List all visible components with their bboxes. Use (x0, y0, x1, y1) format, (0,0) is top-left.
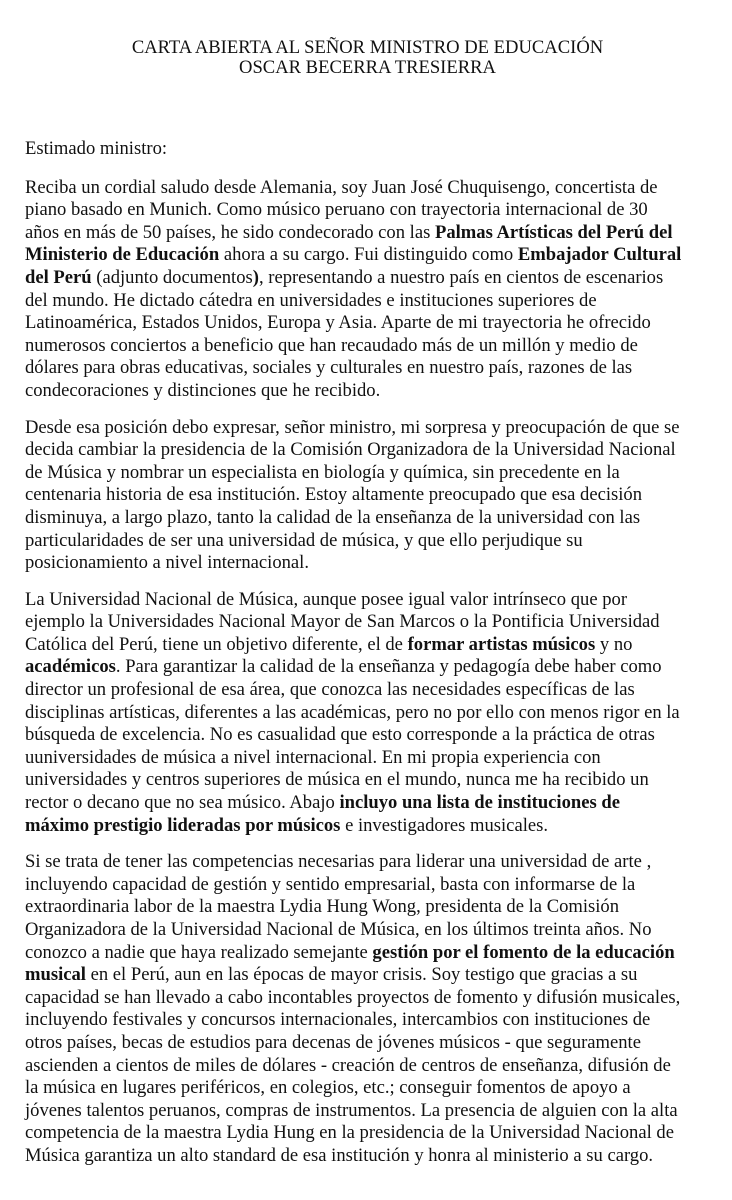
text-run: disminuya, a largo plazo, tanto la calidad de la enseñanza de la universidad con las (25, 506, 641, 528)
title-line-2: OSCAR BECERRA TRESIERRA (239, 57, 496, 78)
text-run: Desde esa posición debo expresar, señor ministro, mi sorpresa y preocupación de que se (25, 416, 680, 438)
text-run: de Música y nombrar un especialista en biología y química, sin precedente en la (25, 461, 620, 483)
letter-greeting: Estimado ministro: (25, 138, 168, 159)
text-run: jóvenes talentos peruanos, compras de instrumentos. La presencia de alguien con la alta (25, 1099, 678, 1121)
bold-text: formar artistas músicos (407, 633, 596, 655)
text-run: Música garantiza un alto standard de esa institución y honra al ministerio a su cargo. (25, 1144, 654, 1166)
paragraph-line (25, 1100, 710, 1123)
bold-text: máximo prestigio lideradas por músicos (25, 814, 341, 836)
paragraph-line (25, 267, 710, 290)
paragraph-line (25, 484, 710, 507)
text-run: ascienden a cientos de miles de dólares - creación de centros de enseñanza, difusión de (25, 1054, 671, 1076)
paragraph-line (25, 177, 710, 200)
text-run: conozco a nadie que haya realizado semejante (25, 941, 373, 963)
text-run: rector o decano que no sea músico. Abajo (25, 792, 340, 814)
text-run: competencia de la maestra Lydia Hung en la presidencia de la Universidad Nacional de (25, 1122, 674, 1144)
text-run: Latinoamérica, Estados Unidos, Europa y Asia. Aparte de mi trayectoria he ofrecido (25, 312, 651, 334)
text-run: (adjunto documentos (91, 266, 253, 288)
paragraph-line (25, 851, 710, 874)
bold-text: musical (25, 964, 86, 986)
paragraph-line (25, 335, 710, 358)
text-run: piano basado en Munich. Como músico peruano con trayectoria internacional de 30 (25, 199, 648, 221)
bold-text: Palmas Artísticas del Perú del (434, 221, 673, 243)
bold-text: académicos (25, 656, 116, 678)
text-run: La Universidad Nacional de Música, aunque posee igual valor intrínseco que por (25, 588, 628, 610)
text-run: disciplinas artísticas, diferentes a las académicas, pero no por ello con menos rigor en la (25, 701, 680, 723)
paragraph-line (25, 679, 710, 702)
bold-text: gestión por el fomento de la educación (372, 941, 675, 963)
bold-text: Embajador Cultural (517, 244, 682, 266)
letter-body (25, 177, 710, 1168)
text-run: posicionamiento a nivel internacional. (25, 552, 309, 574)
text-run: del mundo. He dictado cátedra en universidades e instituciones superiores de (25, 289, 597, 311)
bold-text: incluyo una lista de instituciones de (339, 792, 620, 814)
text-run: centenaria historia de esa institución. Estoy altamente preocupado que esa decisión (25, 484, 642, 506)
paragraph-line (25, 747, 710, 770)
text-run: Católica del Perú, tiene un objetivo diferente, el de (25, 633, 408, 655)
paragraph-line (25, 312, 710, 335)
text-run: incluyendo capacidad de gestión y sentido empresarial, basta con informarse de la (25, 873, 636, 895)
text-run: condecoraciones y distinciones que he recibido. (25, 379, 381, 401)
text-run: años en más de 50 países, he sido condecorado con las (25, 221, 435, 243)
paragraph-line (25, 417, 710, 440)
text-run: y no (595, 633, 633, 655)
paragraph-line (25, 987, 710, 1010)
title-line-1: CARTA ABIERTA AL SEÑOR MINISTRO DE EDUCACIÓN (131, 37, 604, 58)
paragraph-line (25, 702, 710, 725)
paragraph-line (25, 1145, 710, 1168)
text-run: particularidades de ser una universidad de música, y que ello perjudique su (25, 529, 583, 551)
paragraph-line (25, 380, 710, 403)
text-run: en el Perú, aun en las épocas de mayor crisis. Soy testigo que gracias a su (85, 964, 638, 986)
letter-paragraph (25, 851, 710, 1167)
text-run: incluyendo festivales y concursos internacionales, intercambios con instituciones de (25, 1009, 651, 1031)
paragraph-line (25, 611, 710, 634)
paragraph-line (25, 589, 710, 612)
text-run: ejemplo la Universidades Nacional Mayor de San Marcos o la Pontificia Universidad (25, 611, 660, 633)
paragraph-line (25, 942, 710, 965)
letter-paragraph (25, 177, 710, 403)
text-run: . Para garantizar la calidad de la enseñanza y pedagogía debe haber como (115, 656, 662, 678)
letter-title (25, 38, 710, 78)
text-run: ahora a su cargo. Fui distinguido como (219, 244, 518, 266)
text-run: Organizadora de la Universidad Nacional de Música, en los últimos treinta años. No (25, 919, 652, 940)
paragraph-line (25, 896, 710, 919)
paragraph-line (25, 1055, 710, 1078)
paragraph-line (25, 1032, 710, 1055)
text-run: numerosos conciertos a beneficio que han recaudado más de un millón y medio de (25, 334, 638, 356)
text-run: otros países, becas de estudios para decenas de jóvenes músicos - que seguramente (25, 1031, 641, 1053)
paragraph-line (25, 919, 710, 942)
paragraph-line (25, 874, 710, 897)
paragraph-line (25, 439, 710, 462)
text-run: , representando a nuestro país en cientos de escenarios (258, 266, 664, 288)
bold-text: Ministerio de Educación (25, 244, 220, 266)
paragraph-line (25, 199, 710, 222)
paragraph-line (25, 964, 710, 987)
paragraph-line (25, 724, 710, 747)
paragraph-line (25, 792, 710, 815)
text-run: e investigadores musicales. (340, 814, 548, 836)
text-run: dólares para obras educativas, sociales y culturales en nuestro país, razones de las (25, 357, 633, 379)
text-run: Si se trata de tener las competencias necesarias para liderar una universidad de arte , (25, 851, 652, 873)
text-run: Reciba un cordial saludo desde Alemania, soy Juan José Chuquisengo, concertista de (25, 176, 658, 198)
paragraph-line (25, 462, 710, 485)
text-run: búsqueda de excelencia. No es casualidad que esto corresponde a la práctica de otras (25, 724, 655, 746)
paragraph-line (25, 1122, 710, 1145)
bold-text: ) (252, 266, 259, 288)
text-run: la música en lugares periféricos, en colegios, etc.; conseguir fomentos de apoyo a (25, 1077, 631, 1099)
bold-text: del Perú (25, 266, 92, 288)
paragraph-line (25, 244, 710, 267)
paragraph-line (25, 552, 710, 575)
text-run: decida cambiar la presidencia de la Comisión Organizadora de la Universidad Nacional (25, 439, 676, 461)
text-run: uuniversidades de música a nivel internacional. En mi propia experiencia con (25, 746, 601, 768)
paragraph-line (25, 222, 710, 245)
letter-paragraph (25, 589, 710, 838)
text-run: extraordinaria labor de la maestra Lydia Hung Wong, presidenta de la Comisión (25, 896, 620, 918)
paragraph-line (25, 530, 710, 553)
text-run: universidades y centros superiores de música en el mundo, nunca me ha recibido un (25, 769, 649, 791)
letter-paragraph (25, 417, 710, 575)
text-run: capacidad se han llevado a cabo incontables proyectos de fomento y difusión musicales, (25, 986, 681, 1008)
paragraph-line (25, 1077, 710, 1100)
paragraph-line (25, 656, 710, 679)
paragraph-line (25, 507, 710, 530)
paragraph-line (25, 290, 710, 313)
paragraph-line (25, 815, 710, 838)
paragraph-line (25, 634, 710, 657)
paragraph-line (25, 1009, 710, 1032)
paragraph-line (25, 769, 710, 792)
text-run: director un profesional de esa área, que conozca las necesidades específicas de las (25, 679, 635, 701)
paragraph-line (25, 357, 710, 380)
